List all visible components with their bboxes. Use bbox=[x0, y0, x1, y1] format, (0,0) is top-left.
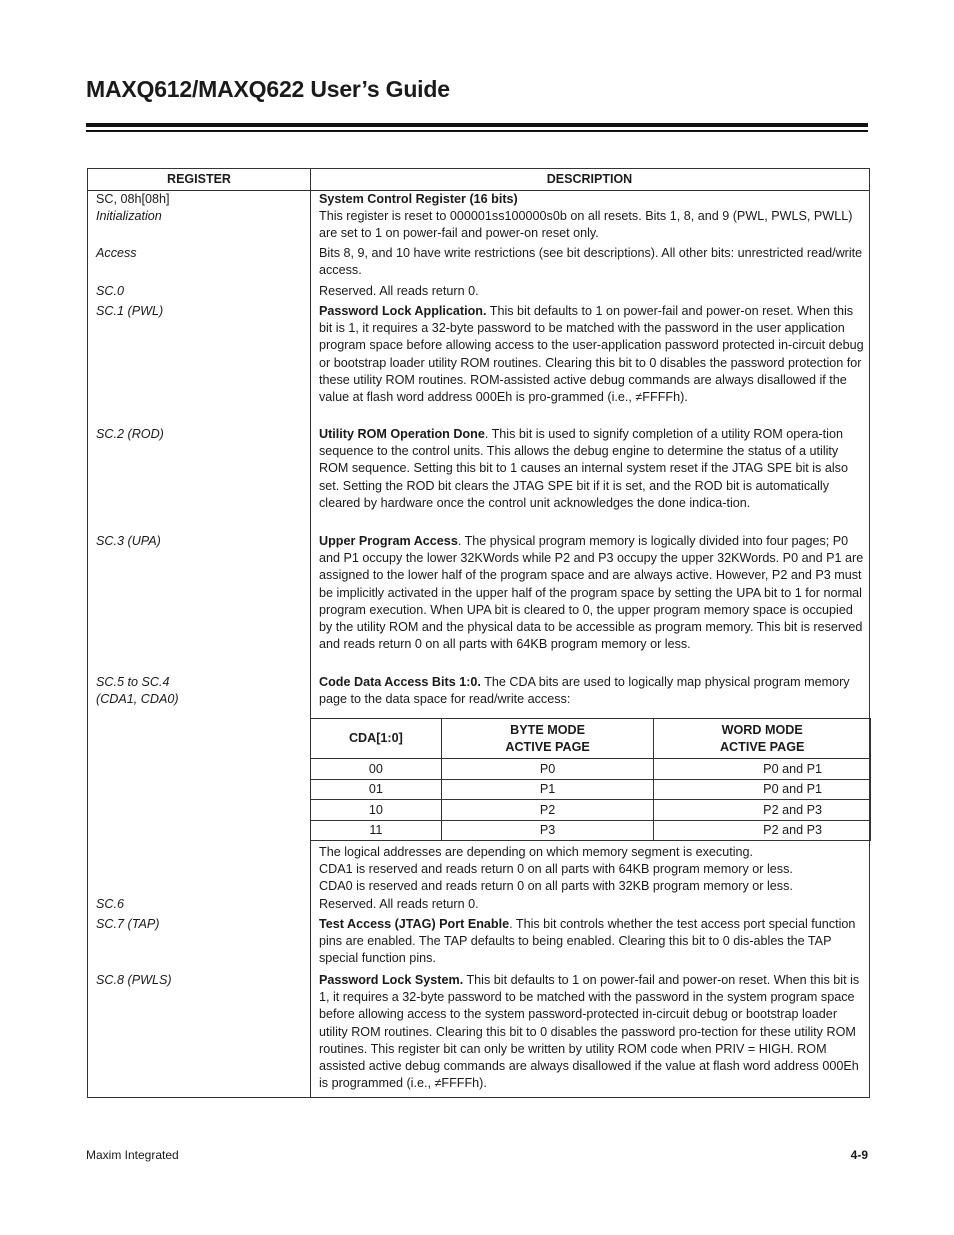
byte-mode-page: P2 bbox=[441, 800, 654, 821]
word-mode-page: P2 and P3 bbox=[654, 800, 871, 821]
init-title: System Control Register (16 bits) bbox=[319, 192, 518, 206]
sc3-description bbox=[319, 533, 864, 653]
cda-table bbox=[310, 718, 871, 841]
sc3-text: . The physical program memory is logically divided into four pages; P0 and P1 occupy the lower 32KWords while P2 and P3 occupy the upper 32KWords. P0 and P1 are assigned to the lower half of the program space and are always active. However, P2 and P3 must be implicitly activated in the upper half of the program space by setting the UPA bit to 1 for normal program execution. When UPA bit is cleared to 0, the upper program memory space is occupied by the utility ROM and the physical data to be accessible as program memory. This bit is reserved and reads return 0 on all parts with 64KB program memory or less. bbox=[319, 534, 864, 652]
byte-mode-page: P1 bbox=[441, 779, 654, 800]
sc7-description bbox=[319, 916, 864, 968]
title-rule-thick bbox=[86, 123, 868, 127]
page-title: MAXQ612/MAXQ622 User’s Guide bbox=[86, 76, 450, 102]
sc0-text: Reserved. All reads return 0. bbox=[319, 284, 479, 298]
byte-mode-page: P0 bbox=[441, 759, 654, 780]
sc7-text: . This bit controls whether the test access port special function pins are enabled. The TAP defaults to being enabled. Clearing this bit to 0 dis-ables the TAP special function pins. bbox=[319, 917, 856, 966]
sc0-label: SC.0 bbox=[96, 284, 124, 298]
cda-value: 10 bbox=[311, 800, 442, 821]
cda-value: 11 bbox=[311, 820, 442, 841]
sc2-text: . This bit is used to signify completion of a utility ROM opera-tion sequence to the control units. This allows the debug engine to determine the status of a utility ROM sequence. Setting this bit to 1 causes an internal system reset if the JTAG SPE bit is also set. Setting the ROD bit clears the JTAG SPE bit if it is set, and the ROD bit is automatically cleared by hardware once the control unit acknowledges the done indica-tion. bbox=[319, 427, 848, 510]
sc54-label bbox=[96, 674, 306, 708]
table-row bbox=[311, 800, 871, 821]
sc8-label: SC.8 (PWLS) bbox=[96, 973, 172, 987]
sc54-title: Code Data Access Bits 1:0. bbox=[319, 675, 481, 689]
cda-note-1: The logical addresses are depending on which memory segment is executing. bbox=[319, 845, 754, 859]
sc7-title: Test Access (JTAG) Port Enable bbox=[319, 917, 510, 931]
register-name: SC, 08h[08h] bbox=[96, 192, 170, 206]
init-text: This register is reset to 000001ss100000s0b on all resets. Bits 1, 8, and 9 (PWL, PWLS, PWLL) are set to 1 on power-fail and power-on reset only. bbox=[319, 209, 853, 241]
word-mode-page: P0 and P1 bbox=[654, 779, 871, 800]
column-divider bbox=[310, 169, 311, 1097]
cda-col-header: CDA[1:0] bbox=[311, 719, 442, 759]
table-row bbox=[311, 779, 871, 800]
sc54-label-line1: SC.5 to SC.4 bbox=[96, 675, 170, 689]
word-mode-page: P2 and P3 bbox=[654, 820, 871, 841]
sc54-label-line2: (CDA1, CDA0) bbox=[96, 692, 179, 707]
word-mode-col-header: WORD MODE ACTIVE PAGE bbox=[654, 719, 871, 759]
sc6-text: Reserved. All reads return 0. bbox=[319, 897, 479, 911]
sc1-description bbox=[319, 303, 864, 406]
init-description bbox=[319, 191, 864, 243]
sc8-text: This bit defaults to 1 on power-fail and power-on reset. When this bit is 1, it requires a 32-byte password to be matched with the password in the system program space before allowing access to the system password-protected in-circuit debug or bootstrap loader utility ROM routines. Clearing this bit to 0 disables the password pro-tection for these utility ROM routines. This register bit can only be written by utility ROM code when PRIV = HIGH. ROM assisted active debug commands are always disallowed if the value at flash word address 000Eh is programmed (i.e., ≠FFFFh). bbox=[319, 973, 860, 1091]
sc1-title: Password Lock Application. bbox=[319, 304, 487, 318]
title-rule-thin bbox=[86, 130, 868, 132]
access-text: Bits 8, 9, and 10 have write restrictions (see bit descriptions). All other bits: unrestricted read/write access. bbox=[319, 246, 863, 278]
sc2-title: Utility ROM Operation Done bbox=[319, 427, 485, 441]
byte-mode-page: P3 bbox=[441, 820, 654, 841]
sc7-label: SC.7 (TAP) bbox=[96, 917, 160, 931]
cda-note-3: CDA0 is reserved and reads return 0 on all parts with 32KB program memory or less. bbox=[319, 879, 793, 894]
cda-value: 00 bbox=[311, 759, 442, 780]
col-description-header: DESCRIPTION bbox=[546, 172, 633, 186]
col-register-header: REGISTER bbox=[167, 172, 231, 186]
word-mode-page: P0 and P1 bbox=[654, 759, 871, 780]
sc8-description bbox=[319, 972, 864, 1092]
sc3-label: SC.3 (UPA) bbox=[96, 534, 161, 548]
access-label: Access bbox=[96, 246, 137, 260]
cda-note-2: CDA1 is reserved and reads return 0 on all parts with 64KB program memory or less. bbox=[319, 862, 793, 877]
register-table bbox=[87, 168, 870, 1098]
byte-mode-col-header: BYTE MODE ACTIVE PAGE bbox=[441, 719, 654, 759]
sc3-title: Upper Program Access bbox=[319, 534, 458, 548]
init-label: Initialization bbox=[96, 209, 162, 223]
sc1-label: SC.1 (PWL) bbox=[96, 304, 164, 318]
sc8-title: Password Lock System. bbox=[319, 973, 464, 987]
sc54-text: The CDA bits are used to logically map physical program memory page to the data space for read/write access: bbox=[319, 675, 850, 707]
table-row bbox=[311, 820, 871, 841]
sc2-label: SC.2 (ROD) bbox=[96, 427, 164, 441]
footer-company: Maxim Integrated bbox=[86, 1148, 179, 1162]
cda-notes bbox=[319, 844, 864, 896]
cda-table-header bbox=[311, 719, 871, 759]
page-number: 4-9 bbox=[850, 1148, 868, 1162]
sc54-description bbox=[319, 674, 864, 708]
sc2-description bbox=[319, 426, 864, 512]
cda-value: 01 bbox=[311, 779, 442, 800]
sc6-label: SC.6 bbox=[96, 897, 124, 911]
sc1-text: This bit defaults to 1 on power-fail and power-on reset. When this bit is 1, it requires a 32-byte password to be matched with the password in the user application program space before allowing access to the user-application password protected in-circuit debug or bootstrap loader utility ROM routines. Clearing this bit to 0 disables the password protection for these utility ROM routines. ROM-assisted active debug commands are always disallowed if the value at flash word address 000Eh is pro-grammed (i.e., ≠FFFFh). bbox=[319, 304, 864, 405]
table-row bbox=[311, 759, 871, 780]
table-header bbox=[88, 169, 869, 191]
